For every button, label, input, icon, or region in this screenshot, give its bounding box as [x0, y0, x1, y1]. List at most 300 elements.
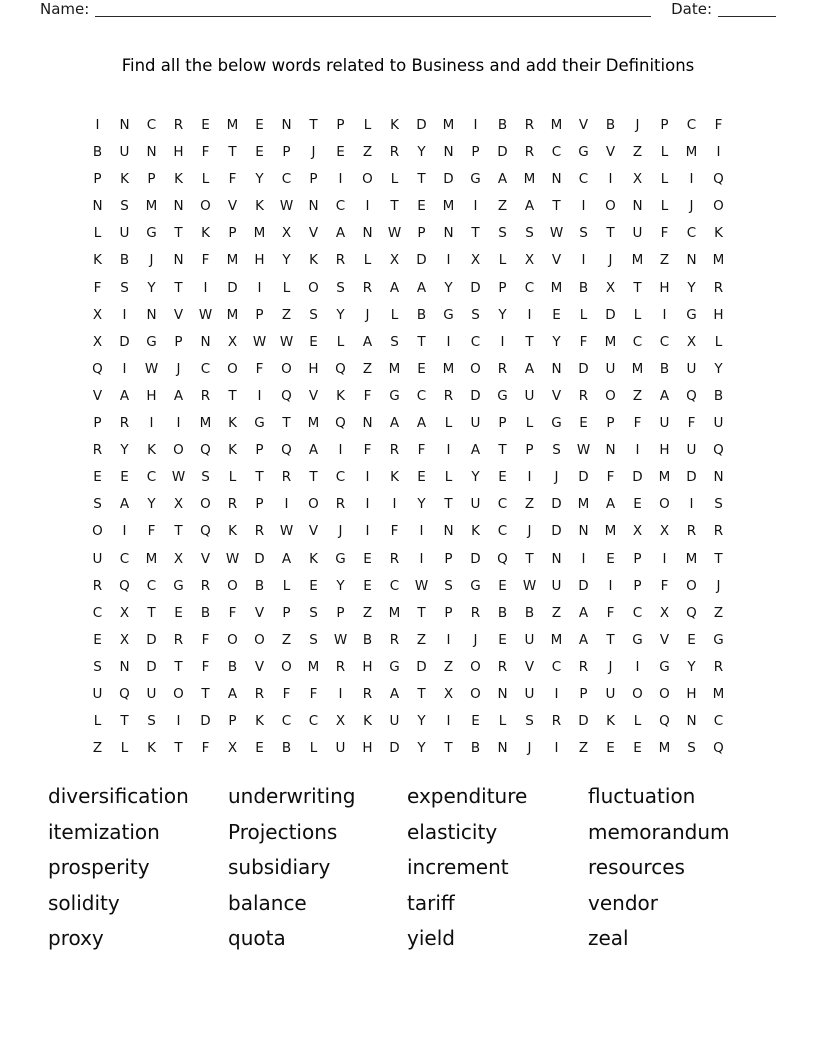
- grid-letter: D: [551, 496, 562, 513]
- grid-letter: U: [605, 360, 616, 377]
- grid-letter: R: [335, 658, 346, 675]
- grid-letter: H: [308, 360, 319, 377]
- grid-letter: U: [119, 144, 130, 161]
- grid-letter: T: [174, 740, 183, 757]
- grid-letter: H: [146, 387, 157, 404]
- grid-letter: R: [578, 658, 589, 675]
- grid-letter: A: [578, 604, 589, 621]
- grid-letter: V: [578, 117, 589, 133]
- grid-letter: P: [282, 144, 291, 161]
- grid-letter: B: [605, 117, 616, 133]
- grid-letter: R: [524, 144, 535, 161]
- grid-letter: P: [471, 144, 480, 161]
- grid-letter: C: [578, 171, 589, 188]
- grid-letter: Q: [713, 442, 724, 459]
- grid-letter: U: [686, 360, 697, 377]
- grid-letter: K: [390, 469, 399, 486]
- grid-letter: F: [147, 523, 156, 540]
- grid-letter: P: [147, 171, 156, 188]
- grid-letter: I: [176, 713, 181, 730]
- grid-row: [84, 220, 732, 247]
- grid-letter: Y: [417, 496, 426, 513]
- grid-letter: K: [120, 171, 129, 188]
- grid-letter: I: [338, 171, 343, 188]
- grid-letter: Z: [578, 740, 589, 757]
- grid-letter: C: [632, 604, 643, 621]
- grid-letter: K: [336, 387, 345, 404]
- grid-letter: K: [363, 713, 372, 730]
- grid-letter: I: [527, 306, 532, 323]
- grid-letter: M: [631, 252, 644, 269]
- word-list: [48, 779, 730, 957]
- grid-letter: M: [442, 117, 455, 133]
- grid-letter: R: [578, 387, 589, 404]
- grid-letter: N: [119, 117, 130, 133]
- grid-letter: K: [255, 713, 264, 730]
- grid-letter: M: [604, 523, 617, 540]
- grid-letter: S: [201, 469, 210, 486]
- grid-letter: U: [686, 442, 697, 459]
- grid-letter: L: [93, 713, 102, 730]
- grid-letter: P: [255, 306, 264, 323]
- grid-letter: M: [604, 333, 617, 350]
- grid-letter: X: [686, 333, 697, 350]
- grid-letter: M: [550, 631, 563, 648]
- grid-letter: P: [336, 117, 345, 133]
- grid-letter: K: [147, 442, 156, 459]
- word-item: fluctuation: [588, 784, 696, 808]
- grid-letter: T: [417, 685, 426, 702]
- grid-letter: I: [689, 171, 694, 188]
- grid-letter: T: [417, 333, 426, 350]
- grid-letter: Z: [713, 604, 724, 621]
- grid-letter: N: [281, 117, 292, 133]
- grid-row: [84, 112, 732, 139]
- grid-letter: J: [554, 469, 559, 486]
- grid-letter: I: [635, 442, 640, 459]
- word-list-column: [48, 779, 228, 957]
- grid-letter: U: [632, 225, 643, 242]
- word-item: quota: [228, 926, 286, 951]
- grid-letter: Y: [471, 469, 480, 486]
- grid-letter: W: [549, 225, 564, 242]
- grid-letter: D: [227, 279, 238, 296]
- grid-letter: D: [416, 658, 427, 675]
- word-item: itemization: [48, 819, 160, 844]
- grid-letter: N: [173, 198, 184, 215]
- grid-letter: C: [551, 658, 562, 675]
- grid-letter: O: [632, 685, 643, 702]
- grid-letter: L: [444, 415, 453, 432]
- grid-letter: J: [635, 117, 640, 133]
- grid-letter: I: [446, 631, 451, 648]
- grid-letter: R: [335, 252, 346, 269]
- grid-letter: S: [687, 740, 696, 757]
- grid-letter: R: [713, 658, 724, 675]
- grid-letter: F: [309, 685, 318, 702]
- grid-letter: K: [228, 415, 237, 432]
- grid-letter: E: [498, 577, 507, 594]
- grid-letter: Z: [632, 387, 643, 404]
- grid-letter: I: [95, 117, 100, 133]
- grid-letter: J: [473, 631, 478, 648]
- grid-letter: V: [254, 604, 265, 621]
- grid-letter: J: [338, 523, 343, 540]
- word-item: subsidiary: [228, 855, 331, 880]
- grid-letter: H: [362, 740, 373, 757]
- grid-letter: Q: [686, 604, 697, 621]
- word-item: tariff: [407, 890, 455, 915]
- grid-letter: W: [279, 198, 294, 215]
- grid-letter: I: [716, 144, 721, 161]
- word-item: underwriting: [228, 784, 356, 808]
- grid-letter: V: [605, 144, 616, 161]
- grid-row: [84, 708, 732, 735]
- grid-letter: U: [470, 496, 481, 513]
- grid-letter: R: [200, 577, 211, 594]
- grid-letter: H: [686, 685, 697, 702]
- grid-row: [84, 383, 732, 410]
- grid-letter: C: [659, 333, 670, 350]
- grid-letter: G: [335, 550, 346, 567]
- grid-letter: C: [281, 171, 292, 188]
- grid-letter: Q: [281, 387, 292, 404]
- grid-letter: G: [254, 415, 265, 432]
- word-item: Projections: [228, 819, 338, 844]
- grid-letter: I: [608, 577, 613, 594]
- grid-letter: D: [470, 279, 481, 296]
- grid-letter: L: [660, 198, 669, 215]
- grid-letter: S: [525, 713, 534, 730]
- grid-letter: I: [446, 442, 451, 459]
- grid-letter: M: [658, 469, 671, 486]
- grid-letter: Q: [200, 442, 211, 459]
- grid-letter: J: [527, 740, 532, 757]
- grid-letter: N: [551, 360, 562, 377]
- grid-letter: X: [389, 252, 400, 269]
- grid-letter: S: [579, 225, 588, 242]
- grid-letter: B: [200, 604, 211, 621]
- grid-letter: T: [525, 333, 534, 350]
- grid-letter: L: [309, 740, 318, 757]
- grid-letter: A: [335, 225, 346, 242]
- grid-letter: E: [498, 469, 507, 486]
- grid-letter: E: [579, 415, 588, 432]
- grid-letter: Z: [551, 604, 562, 621]
- grid-letter: F: [633, 415, 642, 432]
- grid-letter: P: [633, 550, 642, 567]
- grid-letter: B: [524, 604, 535, 621]
- grid-letter: H: [659, 442, 670, 459]
- grid-letter: X: [173, 550, 184, 567]
- grid-letter: M: [226, 117, 239, 133]
- grid-letter: R: [254, 523, 265, 540]
- grid-letter: F: [363, 387, 372, 404]
- grid-letter: I: [365, 496, 370, 513]
- grid-row: [84, 464, 732, 491]
- grid-letter: O: [659, 496, 670, 513]
- grid-row: [84, 166, 732, 193]
- grid-letter: N: [686, 252, 697, 269]
- grid-letter: E: [606, 740, 615, 757]
- grid-letter: X: [632, 171, 643, 188]
- grid-letter: T: [174, 225, 183, 242]
- grid-letter: I: [419, 523, 424, 540]
- grid-letter: S: [444, 577, 453, 594]
- grid-letter: I: [581, 198, 586, 215]
- worksheet-title: Find all the below words related to Business and add their Definitions: [121, 56, 695, 75]
- grid-letter: M: [226, 252, 239, 269]
- grid-letter: Y: [444, 279, 453, 296]
- grid-letter: I: [365, 523, 370, 540]
- grid-letter: A: [281, 550, 292, 567]
- grid-letter: P: [606, 415, 615, 432]
- grid-letter: C: [524, 279, 535, 296]
- grid-letter: R: [443, 387, 454, 404]
- grid-letter: X: [227, 740, 238, 757]
- grid-letter: T: [282, 415, 291, 432]
- date-label: Date:: [671, 0, 712, 18]
- grid-letter: E: [498, 631, 507, 648]
- word-list-column: [588, 779, 730, 957]
- grid-letter: S: [93, 658, 102, 675]
- grid-letter: L: [282, 577, 291, 594]
- word-item: zeal: [588, 926, 629, 951]
- grid-letter: L: [363, 117, 372, 133]
- grid-letter: K: [201, 225, 210, 242]
- grid-letter: L: [363, 252, 372, 269]
- grid-letter: W: [387, 225, 402, 242]
- grid-letter: S: [120, 279, 129, 296]
- grid-letter: I: [446, 333, 451, 350]
- grid-letter: J: [689, 198, 694, 215]
- grid-letter: M: [550, 117, 563, 133]
- grid-letter: Y: [336, 306, 345, 323]
- grid-letter: N: [578, 523, 589, 540]
- grid-letter: T: [201, 685, 210, 702]
- grid-letter: T: [525, 550, 534, 567]
- grid-letter: J: [365, 306, 370, 323]
- grid-letter: R: [389, 442, 400, 459]
- grid-letter: T: [255, 469, 264, 486]
- grid-letter: Y: [282, 252, 291, 269]
- grid-letter: B: [416, 306, 427, 323]
- grid-letter: E: [120, 469, 129, 486]
- grid-row: [84, 275, 732, 302]
- grid-letter: T: [417, 604, 426, 621]
- grid-row: [84, 247, 732, 274]
- grid-letter: A: [389, 279, 400, 296]
- grid-letter: N: [362, 415, 373, 432]
- word-item: vendor: [588, 890, 658, 915]
- grid-letter: R: [524, 117, 535, 133]
- grid-letter: Z: [362, 604, 373, 621]
- grid-letter: P: [255, 442, 264, 459]
- grid-letter: Q: [686, 387, 697, 404]
- grid-letter: E: [174, 604, 183, 621]
- grid-letter: W: [252, 333, 267, 350]
- grid-letter: R: [200, 387, 211, 404]
- grid-letter: N: [686, 713, 697, 730]
- grid-letter: M: [307, 658, 320, 675]
- grid-letter: T: [471, 225, 480, 242]
- grid-letter: M: [199, 415, 212, 432]
- grid-letter: M: [226, 306, 239, 323]
- grid-letter: G: [173, 577, 184, 594]
- grid-letter: V: [308, 225, 319, 242]
- grid-letter: O: [227, 577, 238, 594]
- grid-letter: F: [606, 469, 615, 486]
- grid-letter: Y: [687, 658, 696, 675]
- grid-letter: N: [443, 523, 454, 540]
- grid-letter: L: [93, 225, 102, 242]
- grid-letter: W: [576, 442, 591, 459]
- grid-letter: S: [471, 306, 480, 323]
- grid-letter: B: [92, 144, 103, 161]
- grid-letter: F: [390, 523, 399, 540]
- grid-letter: A: [119, 387, 130, 404]
- grid-letter: H: [713, 306, 724, 323]
- grid-letter: P: [579, 685, 588, 702]
- grid-letter: B: [254, 577, 265, 594]
- grid-letter: I: [392, 496, 397, 513]
- grid-letter: U: [713, 415, 724, 432]
- grid-letter: M: [253, 225, 266, 242]
- grid-letter: C: [686, 225, 697, 242]
- grid-letter: K: [309, 550, 318, 567]
- grid-row: [84, 491, 732, 518]
- grid-letter: D: [470, 387, 481, 404]
- grid-letter: I: [122, 360, 127, 377]
- grid-letter: M: [145, 550, 158, 567]
- grid-letter: O: [605, 198, 616, 215]
- grid-letter: S: [93, 496, 102, 513]
- grid-letter: K: [471, 523, 480, 540]
- grid-letter: D: [443, 171, 454, 188]
- grid-letter: I: [527, 469, 532, 486]
- grid-letter: D: [605, 306, 616, 323]
- grid-letter: E: [93, 631, 102, 648]
- grid-letter: Z: [281, 306, 292, 323]
- grid-letter: R: [92, 577, 103, 594]
- grid-letter: N: [92, 198, 103, 215]
- grid-letter: Q: [119, 685, 130, 702]
- grid-letter: T: [309, 117, 318, 133]
- grid-letter: A: [605, 496, 616, 513]
- grid-letter: E: [309, 577, 318, 594]
- grid-letter: E: [309, 333, 318, 350]
- grid-row: [84, 654, 732, 681]
- grid-letter: R: [497, 360, 508, 377]
- grid-letter: N: [497, 685, 508, 702]
- grid-letter: D: [416, 117, 427, 133]
- grid-letter: F: [228, 604, 237, 621]
- grid-letter: V: [308, 523, 319, 540]
- grid-letter: M: [550, 279, 563, 296]
- grid-letter: T: [228, 144, 237, 161]
- grid-letter: I: [365, 198, 370, 215]
- grid-letter: Z: [416, 631, 427, 648]
- grid-letter: E: [687, 631, 696, 648]
- grid-letter: F: [606, 604, 615, 621]
- grid-letter: D: [146, 631, 157, 648]
- grid-letter: U: [659, 415, 670, 432]
- grid-letter: G: [713, 631, 724, 648]
- grid-letter: N: [362, 225, 373, 242]
- grid-letter: T: [714, 550, 723, 567]
- grid-letter: P: [255, 496, 264, 513]
- grid-letter: C: [92, 604, 103, 621]
- grid-letter: P: [633, 577, 642, 594]
- grid-letter: Y: [120, 442, 129, 459]
- grid-letter: D: [578, 360, 589, 377]
- grid-letter: U: [524, 631, 535, 648]
- grid-letter: R: [389, 550, 400, 567]
- grid-letter: L: [714, 333, 723, 350]
- grid-letter: D: [146, 658, 157, 675]
- grid-letter: L: [390, 306, 399, 323]
- grid-letter: E: [633, 496, 642, 513]
- grid-letter: B: [659, 360, 670, 377]
- grid-letter: U: [551, 577, 562, 594]
- grid-letter: D: [254, 550, 265, 567]
- grid-letter: O: [659, 685, 670, 702]
- grid-letter: Q: [713, 171, 724, 188]
- grid-letter: M: [145, 198, 158, 215]
- grid-row: [84, 356, 732, 383]
- grid-letter: C: [416, 387, 427, 404]
- wordsearch-grid: [84, 112, 732, 762]
- grid-letter: M: [712, 685, 725, 702]
- grid-letter: Q: [335, 415, 346, 432]
- grid-letter: O: [200, 198, 211, 215]
- grid-letter: O: [686, 577, 697, 594]
- grid-letter: G: [389, 387, 400, 404]
- grid-letter: L: [498, 713, 507, 730]
- grid-letter: U: [92, 550, 103, 567]
- grid-letter: E: [336, 144, 345, 161]
- grid-letter: W: [171, 469, 186, 486]
- grid-letter: Y: [417, 740, 426, 757]
- grid-letter: N: [713, 469, 724, 486]
- grid-letter: W: [279, 523, 294, 540]
- grid-letter: N: [173, 252, 184, 269]
- grid-letter: E: [255, 740, 264, 757]
- grid-letter: T: [174, 279, 183, 296]
- grid-letter: I: [203, 279, 208, 296]
- grid-letter: L: [282, 279, 291, 296]
- grid-letter: F: [228, 171, 237, 188]
- grid-letter: S: [336, 279, 345, 296]
- grid-letter: N: [443, 225, 454, 242]
- grid-letter: W: [198, 306, 213, 323]
- grid-letter: Z: [659, 252, 670, 269]
- grid-letter: J: [608, 658, 613, 675]
- grid-letter: T: [174, 658, 183, 675]
- grid-letter: L: [633, 713, 642, 730]
- grid-letter: U: [389, 713, 400, 730]
- grid-letter: Q: [713, 740, 724, 757]
- grid-letter: D: [200, 713, 211, 730]
- grid-letter: P: [228, 713, 237, 730]
- grid-letter: N: [146, 306, 157, 323]
- grid-letter: A: [173, 387, 184, 404]
- grid-letter: X: [227, 333, 238, 350]
- grid-letter: V: [659, 631, 670, 648]
- grid-letter: R: [281, 469, 292, 486]
- grid-letter: I: [284, 496, 289, 513]
- grid-letter: X: [119, 631, 130, 648]
